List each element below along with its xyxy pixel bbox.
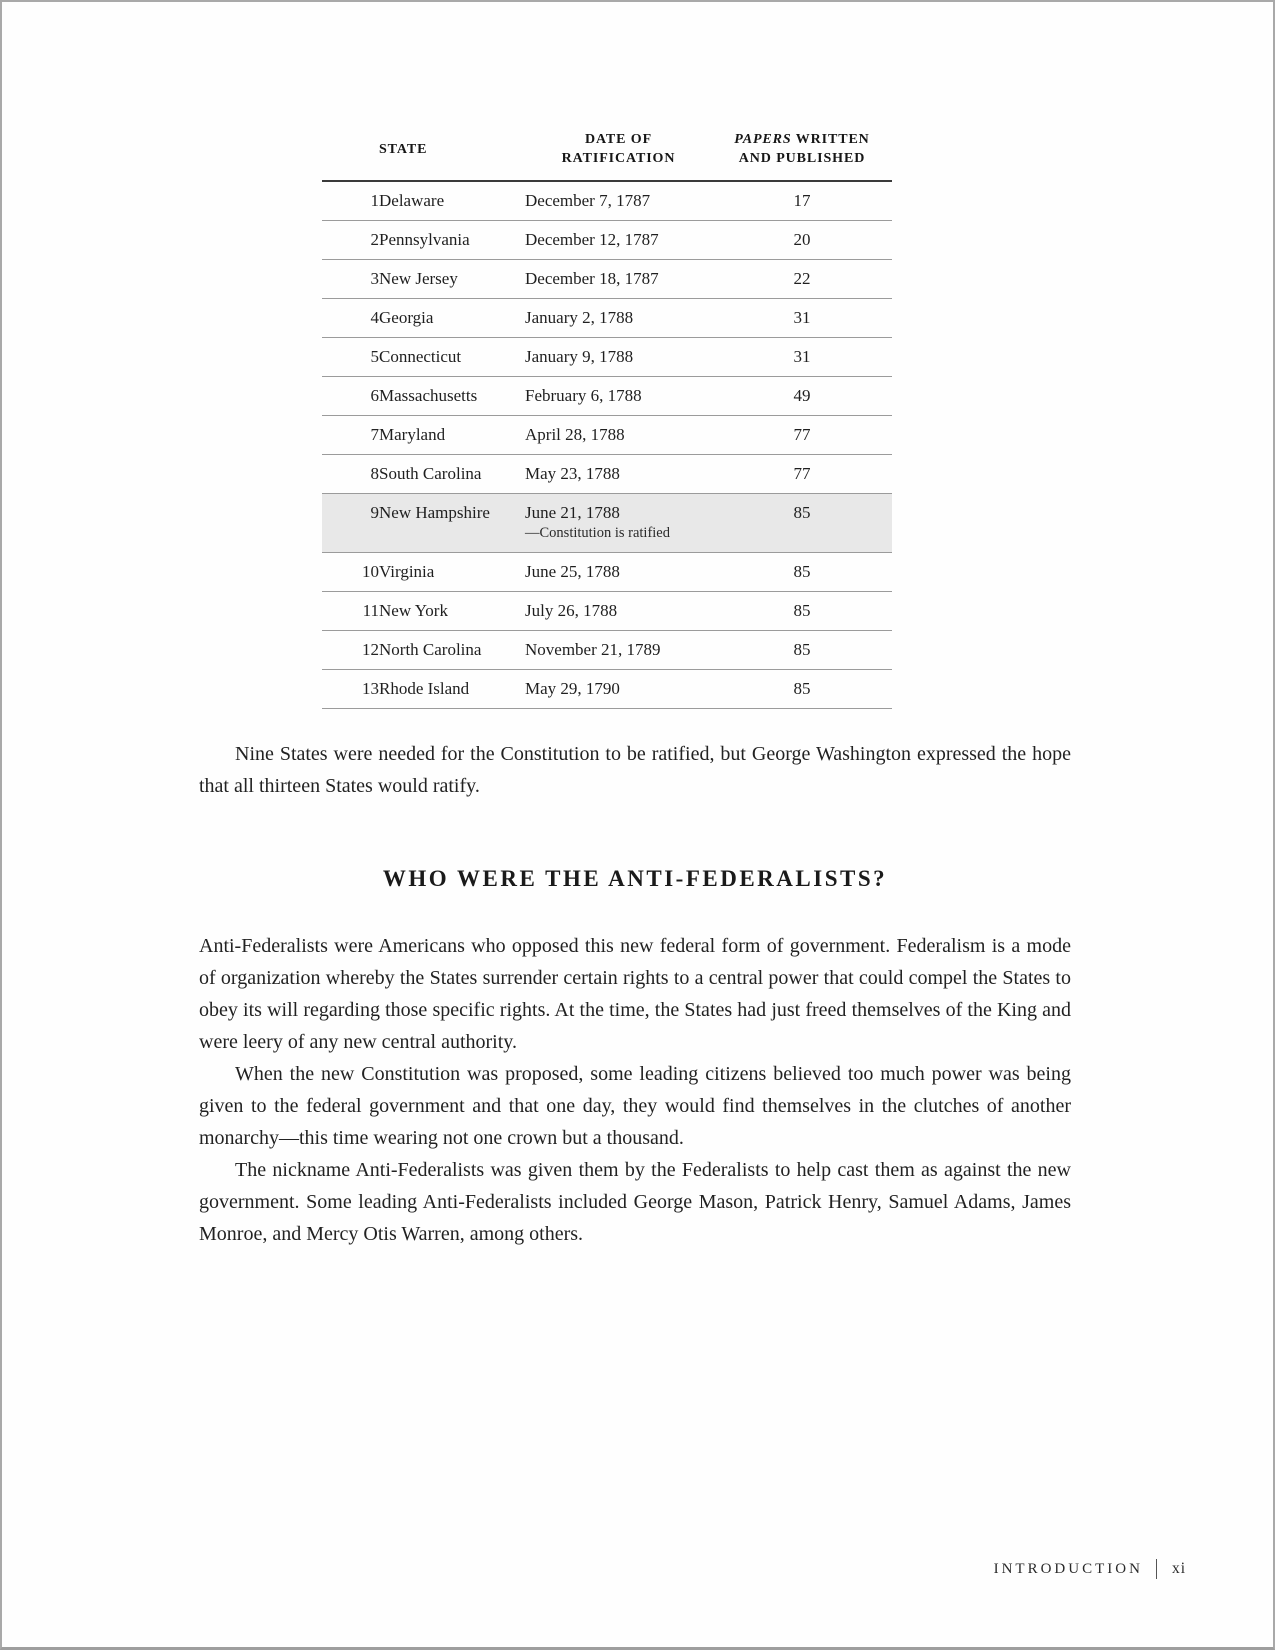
date-cell: February 6, 1788 <box>525 377 712 416</box>
table-row <box>322 553 892 592</box>
state-cell: Rhode Island <box>379 670 525 709</box>
row-number-cell: 6 <box>322 377 379 416</box>
date-cell: April 28, 1788 <box>525 416 712 455</box>
state-cell: Massachusetts <box>379 377 525 416</box>
date-cell: June 25, 1788 <box>525 553 712 592</box>
column-header-papers <box>712 124 892 181</box>
papers-cell: 77 <box>712 416 892 455</box>
paragraph: When the new Constitution was proposed, some leading citizens believed too much power was being given to the federal government and that one day, they would find themselves in the clutches of another monarchy—this time wearing not one crown but a thousand. <box>199 1063 1071 1149</box>
table-row <box>322 260 892 299</box>
table-row <box>322 670 892 709</box>
state-cell: Pennsylvania <box>379 221 525 260</box>
row-number-cell: 5 <box>322 338 379 377</box>
state-cell: Virginia <box>379 553 525 592</box>
column-header-number <box>322 124 379 181</box>
date-header-line2: RATIFICATION <box>561 151 676 166</box>
state-cell: New York <box>379 592 525 631</box>
date-header-line1: DATE OF <box>584 132 653 147</box>
state-cell: North Carolina <box>379 631 525 670</box>
date-cell: January 9, 1788 <box>525 338 712 377</box>
papers-cell: 77 <box>712 455 892 494</box>
table-row-highlighted-new-hampshire <box>322 494 892 553</box>
ratified-paragraph-block <box>199 738 1071 802</box>
ratification-table-container <box>322 124 892 709</box>
row-number-cell: 8 <box>322 455 379 494</box>
constitution-ratified-note: —Constitution is ratified <box>525 525 670 541</box>
table-row <box>322 416 892 455</box>
section-heading: WHO WERE THE ANTI-FEDERALISTS? <box>382 866 888 891</box>
state-cell: Connecticut <box>379 338 525 377</box>
papers-cell: 17 <box>712 181 892 221</box>
row-number-cell: 2 <box>322 221 379 260</box>
state-cell: Georgia <box>379 299 525 338</box>
papers-cell: 85 <box>712 592 892 631</box>
papers-cell: 20 <box>712 221 892 260</box>
papers-cell: 85 <box>712 631 892 670</box>
state-cell: New Hampshire <box>379 494 525 553</box>
state-cell: Delaware <box>379 181 525 221</box>
page-number: xi <box>1171 1560 1186 1577</box>
ratification-table <box>322 124 892 709</box>
papers-cell: 49 <box>712 377 892 416</box>
row-number-cell: 13 <box>322 670 379 709</box>
body-text-block <box>199 930 1071 1250</box>
table-row <box>322 181 892 221</box>
row-number-cell: 9 <box>322 494 379 553</box>
table-row <box>322 377 892 416</box>
column-header-date <box>525 124 712 181</box>
table-row <box>322 631 892 670</box>
column-header-state <box>379 124 525 181</box>
state-cell: South Carolina <box>379 455 525 494</box>
table-row <box>322 338 892 377</box>
date-cell: November 21, 1789 <box>525 631 712 670</box>
date-cell: July 26, 1788 <box>525 592 712 631</box>
row-number-cell: 10 <box>322 553 379 592</box>
footer-section-label: INTRODUCTION <box>993 1561 1143 1577</box>
row-number-cell: 1 <box>322 181 379 221</box>
papers-header-italic: PAPERS <box>734 132 792 147</box>
table-row <box>322 299 892 338</box>
papers-cell: 85 <box>712 494 892 553</box>
row-number-cell: 7 <box>322 416 379 455</box>
table-header <box>322 124 892 181</box>
table-row <box>322 455 892 494</box>
paragraph: The nickname Anti-Federalists was given them by the Federalists to help cast them as against the new government. Some leading Anti-Federalists included George Mason, Patrick Henry, Samuel Adams, James Monroe, and Mercy Otis Warren, among others. <box>199 1159 1071 1245</box>
papers-cell: 31 <box>712 299 892 338</box>
table-row <box>322 221 892 260</box>
papers-cell: 85 <box>712 553 892 592</box>
paragraph: Nine States were needed for the Constitution to be ratified, but George Washington expressed the hope that all thirteen States would ratify. <box>199 743 1071 797</box>
date-cell: December 18, 1787 <box>525 260 712 299</box>
papers-cell: 31 <box>712 338 892 377</box>
state-cell: Maryland <box>379 416 525 455</box>
date-cell: May 23, 1788 <box>525 455 712 494</box>
date-cell: May 29, 1790 <box>525 670 712 709</box>
row-number-cell: 3 <box>322 260 379 299</box>
papers-cell: 85 <box>712 670 892 709</box>
footer-divider <box>1156 1559 1157 1579</box>
state-header-label: STATE <box>379 141 428 157</box>
date-cell: December 7, 1787 <box>525 181 712 221</box>
date-cell <box>525 494 712 553</box>
date-cell: December 12, 1787 <box>525 221 712 260</box>
papers-header-rest: WRITTEN <box>791 132 870 147</box>
row-number-cell: 11 <box>322 592 379 631</box>
page-footer <box>994 1558 1186 1580</box>
papers-cell: 22 <box>712 260 892 299</box>
table-row <box>322 592 892 631</box>
paragraph: Anti-Federalists were Americans who opposed this new federal form of government. Federalism is a mode of organization whereby the States surrender certain rights to a central power that could compel the States to obey its will regarding those specific rights. At the time, the States had just freed themselves of the King and were leery of any new central authority. <box>199 935 1071 1053</box>
row-number-cell: 4 <box>322 299 379 338</box>
papers-header-line2: AND PUBLISHED <box>738 151 866 166</box>
state-cell: New Jersey <box>379 260 525 299</box>
date-cell: January 2, 1788 <box>525 299 712 338</box>
ratification-date: June 21, 1788 <box>525 503 620 522</box>
row-number-cell: 12 <box>322 631 379 670</box>
